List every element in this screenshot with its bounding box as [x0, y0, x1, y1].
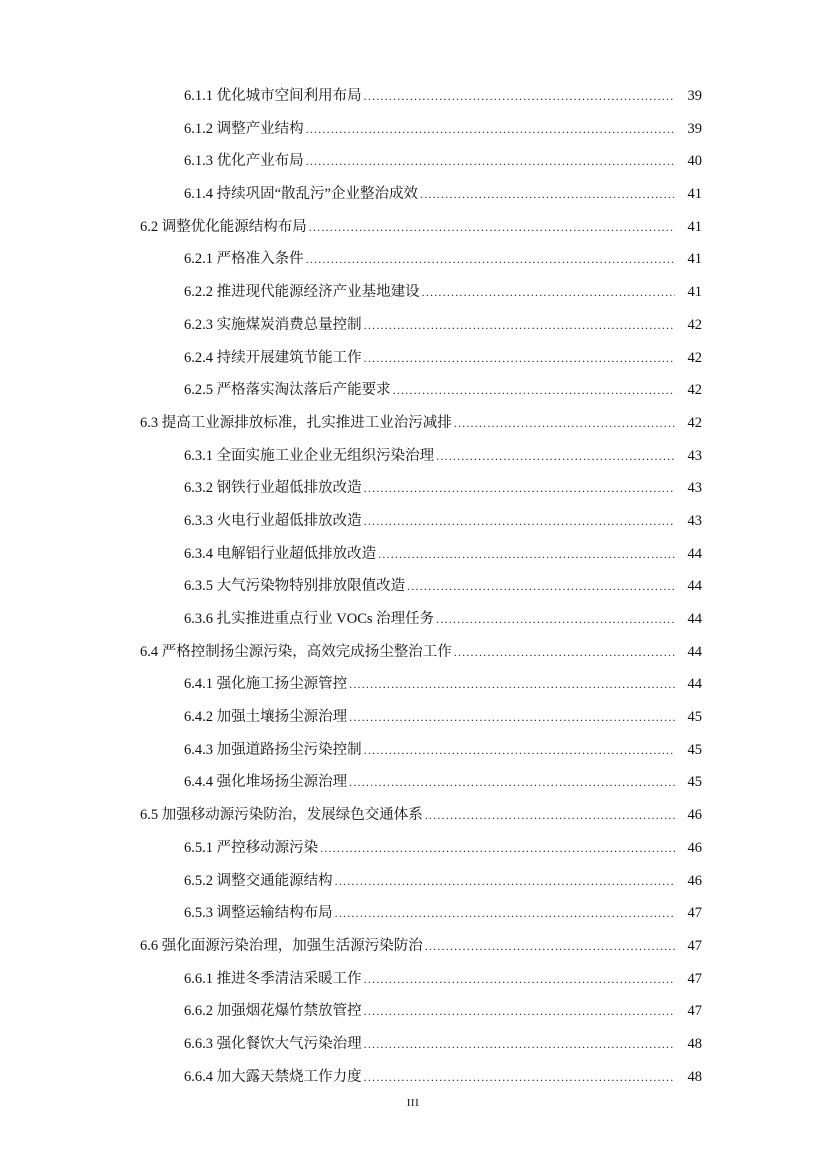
toc-entry-page-number: 47 [687, 905, 702, 922]
toc-entry[interactable] [0, 930, 826, 963]
toc-entry-page-number: 42 [687, 414, 702, 431]
toc-entry-page-number: 45 [687, 741, 702, 758]
toc-entry-title: 6.4 严格控制扬尘源污染，高效完成扬尘整治工作 [140, 643, 452, 660]
toc-entry[interactable] [0, 211, 826, 244]
dot-leader [364, 505, 675, 538]
toc-entry-page-number: 45 [687, 774, 702, 791]
toc-entry-page-number: 47 [687, 1003, 702, 1020]
toc-entry-title: 6.4.2 加强土壤扬尘源治理 [184, 709, 348, 726]
toc-entry-title: 6.2.2 推进现代能源经济产业基地建设 [184, 284, 420, 301]
page-number: III [406, 1097, 420, 1109]
dot-leader [364, 472, 675, 505]
toc-entry[interactable] [0, 178, 826, 211]
toc-entry-title: 6.1.2 调整产业结构 [184, 120, 304, 137]
dot-leader [309, 211, 675, 244]
dot-leader [320, 832, 675, 865]
toc-entry-page-number: 41 [687, 251, 702, 268]
toc-entry-title: 6.2.3 实施煤炭消费总量控制 [184, 316, 362, 333]
toc-entry-title: 6.2 调整优化能源结构布局 [140, 218, 307, 235]
dot-leader [364, 309, 675, 342]
toc-entry-page-number: 43 [687, 512, 702, 529]
toc-entry-title: 6.3 提高工业源排放标准，扎实推进工业治污减排 [140, 414, 452, 431]
dot-leader [436, 603, 675, 636]
toc-entry[interactable] [0, 1028, 826, 1061]
toc-entry-page-number: 48 [687, 1068, 702, 1085]
dot-leader [422, 276, 675, 309]
toc-entry-page-number: 41 [687, 186, 702, 203]
dot-leader [378, 538, 675, 571]
toc-entry-page-number: 39 [687, 120, 702, 137]
toc-entry-title: 6.6.4 加大露天禁烧工作力度 [184, 1068, 362, 1085]
toc-entry-page-number: 45 [687, 709, 702, 726]
toc-entry[interactable] [0, 865, 826, 898]
toc-entry[interactable] [0, 342, 826, 375]
toc-entry-page-number: 47 [687, 937, 702, 954]
dot-leader [335, 897, 675, 930]
toc-entry[interactable] [0, 766, 826, 799]
dot-leader [306, 145, 675, 178]
toc-entry-page-number: 48 [687, 1035, 702, 1052]
toc-entry[interactable] [0, 80, 826, 113]
dot-leader [425, 930, 675, 963]
toc-entry-page-number: 43 [687, 447, 702, 464]
dot-leader [349, 668, 675, 701]
toc-entry-title: 6.6.3 强化餐饮大气污染治理 [184, 1035, 362, 1052]
dot-leader [454, 407, 675, 440]
toc-entry-page-number: 44 [687, 578, 702, 595]
dot-leader [364, 963, 675, 996]
toc-entry[interactable] [0, 832, 826, 865]
toc-entry-title: 6.2.5 严格落实淘汰落后产能要求 [184, 382, 391, 399]
toc-entry-title: 6.4.3 加强道路扬尘污染控制 [184, 741, 362, 758]
toc-entry[interactable] [0, 734, 826, 767]
toc-entry-title: 6.4.4 强化堆场扬尘源治理 [184, 774, 348, 791]
dot-leader [454, 636, 675, 669]
toc-entry-title: 6.6 强化面源污染治理，加强生活源污染防治 [140, 937, 423, 954]
toc-entry-page-number: 44 [687, 611, 702, 627]
toc-entry[interactable] [0, 603, 826, 636]
toc-entry-page-number: 44 [687, 676, 702, 693]
dot-leader [335, 865, 675, 898]
dot-leader [393, 374, 675, 407]
toc-entry[interactable] [0, 374, 826, 407]
toc-entry-page-number: 42 [687, 316, 702, 333]
dot-leader [364, 995, 675, 1028]
toc-entry-title: 6.6.2 加强烟花爆竹禁放管控 [184, 1003, 362, 1020]
dot-leader [306, 243, 675, 276]
toc-entry-page-number: 46 [687, 807, 702, 824]
toc-entry[interactable] [0, 897, 826, 930]
toc-entry[interactable] [0, 472, 826, 505]
toc-entry-page-number: 42 [687, 349, 702, 366]
toc-entry-page-number: 47 [687, 970, 702, 987]
toc-entry-title: 6.5.1 严控移动源污染 [184, 839, 319, 856]
toc-entry-title: 6.3.1 全面实施工业企业无组织污染治理 [184, 447, 435, 464]
toc-entry[interactable] [0, 1061, 826, 1094]
toc-entry-title: 6.2.1 严格准入条件 [184, 251, 304, 268]
toc-entry[interactable] [0, 995, 826, 1028]
toc-entry-title: 6.5 加强移动源污染防治，发展绿色交通体系 [140, 807, 423, 824]
dot-leader [364, 342, 675, 375]
toc-entry-page-number: 41 [687, 218, 702, 235]
toc-entry-title: 6.3.3 火电行业超低排放改造 [184, 512, 362, 529]
toc-entry-title: 6.4.1 强化施工扬尘源管控 [184, 676, 348, 693]
toc-entry-title: 6.2.4 持续开展建筑节能工作 [184, 349, 362, 366]
toc-entry-title: 6.1.4 持续巩固“散乱污”企业整治成效 [184, 186, 418, 203]
toc-entry-title: 6.3.5 大气污染物特别排放限值改造 [184, 578, 406, 595]
toc-entry-page-number: 41 [687, 284, 702, 301]
dot-leader [364, 80, 675, 113]
dot-leader [306, 113, 675, 146]
toc-entry[interactable] [0, 276, 826, 309]
toc-entry[interactable] [0, 570, 826, 603]
toc-entry[interactable] [0, 636, 826, 669]
toc-entry[interactable] [0, 538, 826, 571]
toc-entry[interactable] [0, 113, 826, 146]
toc-entry-page-number: 46 [687, 872, 702, 889]
toc-entry-title: 6.5.3 调整运输结构布局 [184, 905, 333, 922]
dot-leader [407, 570, 675, 603]
toc-entry-title: 6.3.6 扎实推进重点行业 VOCs 治理任务 [184, 611, 435, 627]
toc-entry-page-number: 44 [687, 545, 702, 562]
toc-entry[interactable] [0, 963, 826, 996]
toc-entry[interactable] [0, 668, 826, 701]
toc-entry[interactable] [0, 701, 826, 734]
dot-leader [349, 766, 675, 799]
dot-leader [425, 799, 675, 832]
toc-entry[interactable] [0, 407, 826, 440]
dot-leader [364, 734, 675, 767]
dot-leader [420, 178, 675, 211]
toc-entry-title: 6.6.1 推进冬季清洁采暖工作 [184, 970, 362, 987]
toc-entry-page-number: 42 [687, 382, 702, 399]
table-of-contents [0, 80, 826, 1093]
dot-leader [364, 1061, 675, 1094]
toc-entry[interactable] [0, 145, 826, 178]
dot-leader [436, 440, 675, 473]
dot-leader [364, 1028, 675, 1061]
toc-entry[interactable] [0, 505, 826, 538]
toc-entry-page-number: 44 [687, 643, 702, 660]
toc-entry-title: 6.3.2 钢铁行业超低排放改造 [184, 480, 362, 497]
dot-leader [349, 701, 675, 734]
toc-entry-page-number: 40 [687, 153, 702, 170]
toc-entry-title: 6.5.2 调整交通能源结构 [184, 872, 333, 889]
toc-entry[interactable] [0, 440, 826, 473]
toc-entry-page-number: 43 [687, 480, 702, 497]
toc-entry-title: 6.1.3 优化产业布局 [184, 153, 304, 170]
toc-entry-page-number: 46 [687, 839, 702, 856]
toc-entry[interactable] [0, 799, 826, 832]
toc-entry[interactable] [0, 309, 826, 342]
toc-entry[interactable] [0, 243, 826, 276]
toc-entry-title: 6.3.4 电解铝行业超低排放改造 [184, 545, 377, 562]
toc-entry-title: 6.1.1 优化城市空间利用布局 [184, 88, 362, 104]
toc-entry-page-number: 39 [687, 88, 702, 104]
